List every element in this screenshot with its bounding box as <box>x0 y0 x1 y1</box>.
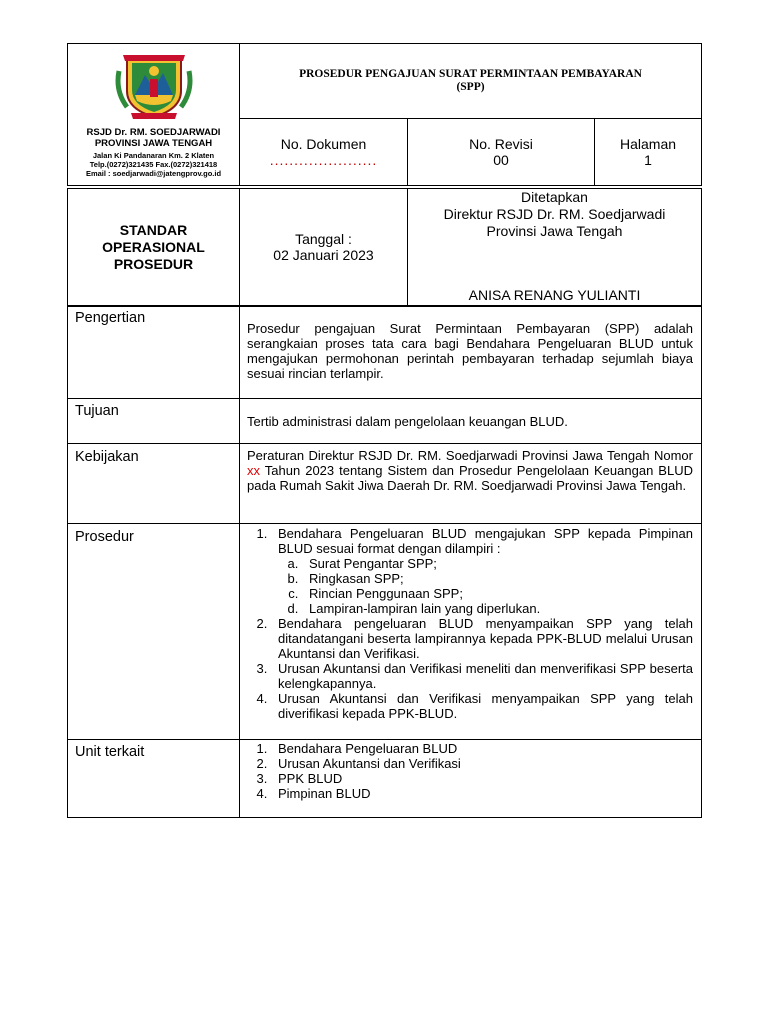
kebijakan-number: xx <box>247 463 260 478</box>
no-dokumen-label: No. Dokumen <box>280 136 367 152</box>
kebijakan-text-before: Peraturan Direktur RSJD Dr. RM. Soedjarwadi Provinsi Jawa Tengah Nomor <box>247 448 693 463</box>
no-dokumen-cell <box>240 119 408 186</box>
no-revisi-cell <box>408 119 595 186</box>
prosedur-attachments <box>278 556 693 616</box>
sop-table <box>67 188 702 306</box>
institution-cell <box>68 44 240 186</box>
institution-address: Jalan Ki Pandanaran Km. 2 Klaten <box>92 151 215 160</box>
prosedur-step: 3. Urusan Akuntansi dan Verifikasi meneliti dan menverifikasi SPP beserta kelengkapannya. <box>271 661 693 691</box>
halaman-value: 1 <box>644 152 652 168</box>
prosedur-content <box>240 524 702 740</box>
attachment-item: b. Ringkasan SPP; <box>302 571 693 586</box>
unit-terkait-label: Unit terkait <box>68 740 240 818</box>
attachment-item: d. Lampiran-lampiran lain yang diperlukan. <box>302 601 693 616</box>
tujuan-text: Tertib administrasi dalam pengelolaan keuangan BLUD. <box>240 399 702 444</box>
prosedur-step-text: Bendahara Pengeluaran BLUD mengajukan SPP kepada Pimpinan BLUD sesuai format dengan dilampiri : <box>278 526 693 556</box>
unit-terkait-list <box>247 741 693 801</box>
title-line-1: PROSEDUR PENGAJUAN SURAT PERMINTAAN PEMBAYARAN <box>299 68 642 80</box>
halaman-cell <box>595 119 702 186</box>
sop-line-1: STANDAR <box>119 221 188 238</box>
ditetapkan-label: Ditetapkan <box>521 189 588 205</box>
attachment-item: c. Rincian Penggunaan SPP; <box>302 586 693 601</box>
ditetapkan-cell <box>408 189 702 306</box>
unit-terkait-content <box>240 740 702 818</box>
tujuan-label: Tujuan <box>68 399 240 444</box>
no-revisi-label: No. Revisi <box>469 136 533 152</box>
sop-line-2: OPERASIONAL <box>102 238 205 255</box>
prosedur-label: Prosedur <box>68 524 240 740</box>
halaman-label: Halaman <box>620 136 677 152</box>
content-table <box>67 306 702 818</box>
institution-email: Email : soedjarwadi@jatengprov.go.id <box>85 169 222 178</box>
sop-line-3: PROSEDUR <box>113 255 194 272</box>
attachment-item: a. Surat Pengantar SPP; <box>302 556 693 571</box>
unit-item: 1. Bendahara Pengeluaran BLUD <box>271 741 693 756</box>
institution-phone: Telp.(0272)321435 Fax.(0272)321418 <box>89 160 218 169</box>
no-dokumen-value: ...................... <box>269 152 378 168</box>
prosedur-step: 2. Bendahara pengeluaran BLUD menyampaikan SPP yang telah ditandatangani beserta lampirannya kepada PPK-BLUD melalui Urusan Akuntansi dan Verifikasi. <box>271 616 693 661</box>
provincial-emblem-icon <box>113 51 195 121</box>
direktur-province: Provinsi Jawa Tengah <box>486 223 623 239</box>
sop-document <box>67 43 701 818</box>
pengertian-label: Pengertian <box>68 307 240 399</box>
header-table <box>67 43 702 186</box>
pengertian-text: Prosedur pengajuan Surat Permintaan Pembayaran (SPP) adalah serangkaian proses tata cara bagi Bendahara Pengeluaran BLUD untuk mengajukan permohonan perintah pembayaran terhadap sejumlah biaya sesuai rincian terlampir. <box>240 307 702 399</box>
prosedur-step <box>271 526 693 616</box>
sop-label-cell <box>68 189 240 306</box>
tanggal-cell <box>240 189 408 306</box>
unit-item: 2. Urusan Akuntansi dan Verifikasi <box>271 756 693 771</box>
direktur-title: Direktur RSJD Dr. RM. Soedjarwadi <box>443 206 666 222</box>
institution-name: RSJD Dr. RM. SOEDJARWADI <box>86 127 221 138</box>
kebijakan-text-after: Tahun 2023 tentang Sistem dan Prosedur Pengelolaan Keuangan BLUD pada Rumah Sakit Jiwa Daerah Dr. RM. Soedjarwadi Provinsi Jawa Tengah. <box>247 463 693 493</box>
tanggal-value: 02 Januari 2023 <box>273 247 374 263</box>
unit-item: 4. Pimpinan BLUD <box>271 786 693 801</box>
prosedur-steps <box>247 526 693 721</box>
prosedur-step: 4. Urusan Akuntansi dan Verifikasi menyampaikan SPP yang telah diverifikasi kepada PPK-BLUD. <box>271 691 693 721</box>
institution-province: PROVINSI JAWA TENGAH <box>94 138 213 149</box>
no-revisi-value: 00 <box>493 152 509 168</box>
signer-name: ANISA RENANG YULIANTI <box>468 287 641 303</box>
unit-item: 3. PPK BLUD <box>271 771 693 786</box>
kebijakan-label: Kebijakan <box>68 444 240 524</box>
kebijakan-text <box>240 444 702 524</box>
title-line-2: (SPP) <box>456 81 485 93</box>
document-title <box>240 44 702 119</box>
tanggal-label: Tanggal : <box>295 231 352 247</box>
